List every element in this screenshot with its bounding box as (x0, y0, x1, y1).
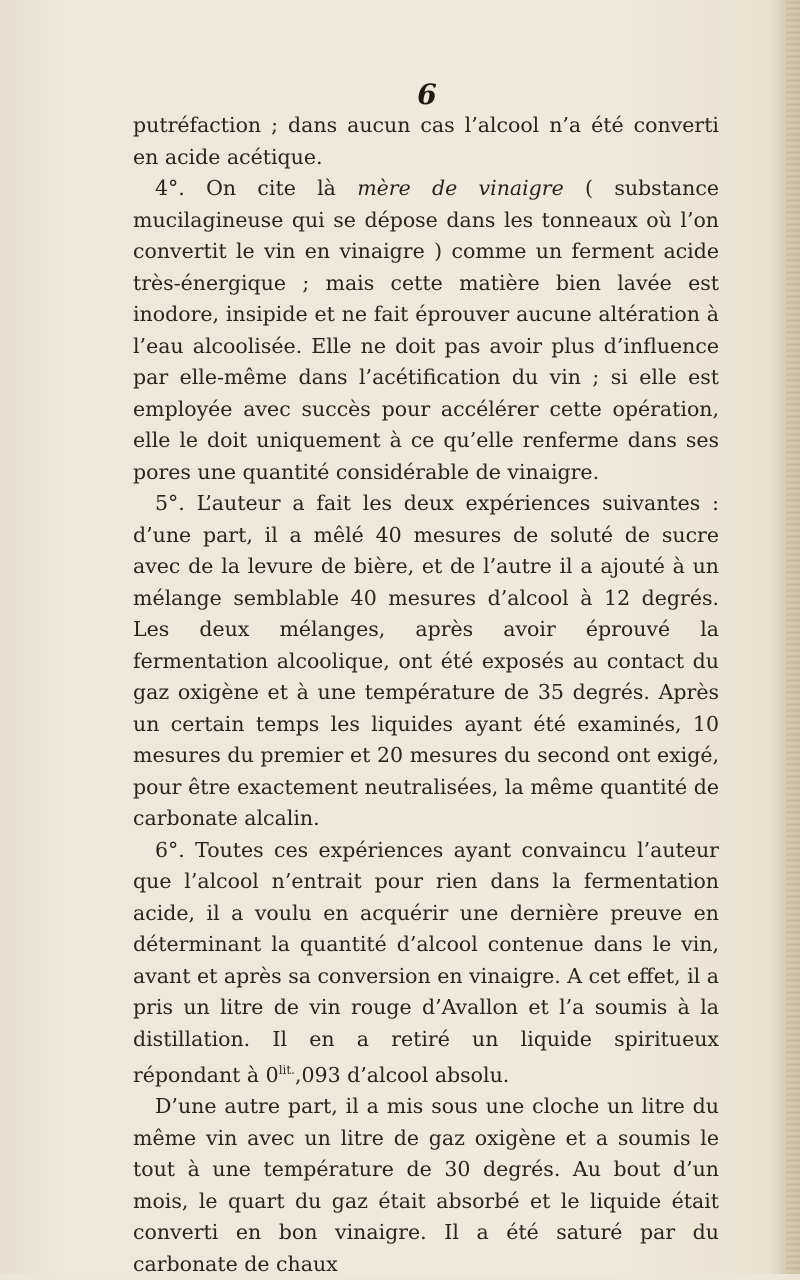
body-text (133, 110, 719, 1280)
paragraph-1 (133, 110, 719, 173)
paragraph-5 (133, 1091, 719, 1280)
page-edge (786, 0, 800, 1274)
italic-term: mère de vinaigre (357, 176, 564, 200)
paragraph-2 (133, 173, 719, 488)
paragraph-text: putréfaction ; dans aucun cas l’alcool n’a été converti en acide acétique. (133, 113, 719, 169)
paragraph-text-before: On cite là (206, 176, 336, 200)
paragraph-text-before: Toutes ces expériences ayant convaincu l’auteur que l’alcool n’entrait pour rien dans la fermentation acide, il a voulu en acquérir une dernière preuve en déterminant la quantité d’alcool contenue dans le vin, avant et après sa conversion en vinaigre. A cet effet, il a pris un litre de vin rouge d’Avallon et l’a soumis à la distillation. Il en a retiré un liquide spiritueux répondant à 0 (133, 837, 719, 1087)
page-number: 6 (417, 78, 437, 111)
superscript-unit: lit. (278, 1063, 295, 1077)
paragraph-number: 6°. (155, 837, 185, 862)
paragraph-3 (133, 488, 719, 835)
paragraph-text: D’une autre part, il a mis sous une cloche un litre du même vin avec un litre de gaz oxigène et a soumis le tout à une température de 30 degrés. Au bout d’un mois, le quart du gaz était absorbé et le liquide était converti en bon vinaigre. Il a été saturé par du carbonate de chaux (133, 1094, 719, 1276)
paragraph-text: L’auteur a fait les deux expériences suivantes : d’une part, il a mêlé 40 mesures de soluté de sucre avec de la levure de bière, et de l’autre il a ajouté à un mélange semblable 40 mesures d’alcool à 12 degrés. Les deux mélanges, après avoir éprouvé la fermentation alcoolique, ont été exposés au contact du gaz oxigène et à une température de 35 degrés. Après un certain temps les liquides ayant été examinés, 10 mesures du premier et 20 mesures du second ont exigé, pour être exactement neutralisées, la même quantité de carbonate alcalin. (133, 491, 719, 830)
paragraph-number: 5°. (155, 491, 185, 515)
paragraph-4 (133, 835, 719, 1092)
paragraph-text-after: ( substance mucilagineuse qui se dépose dans les tonneaux où l’on convertit le vin en vinaigre ) comme un ferment acide très-énergique ; mais cette matière bien lavée est inodore, insipide et ne fait éprouver aucune altération à l’eau alcoolisée. Elle ne doit pas avoir plus d’influence par elle-même dans l’acétification du vin ; si elle est employée avec succès pour accélérer cette opération, elle le doit uniquement à ce qu’elle renferme dans ses pores une quantité considérable de vinaigre. (133, 176, 719, 484)
paragraph-text-after: ,093 d’alcool absolu. (295, 1062, 510, 1087)
paragraph-number: 4°. (155, 176, 185, 200)
